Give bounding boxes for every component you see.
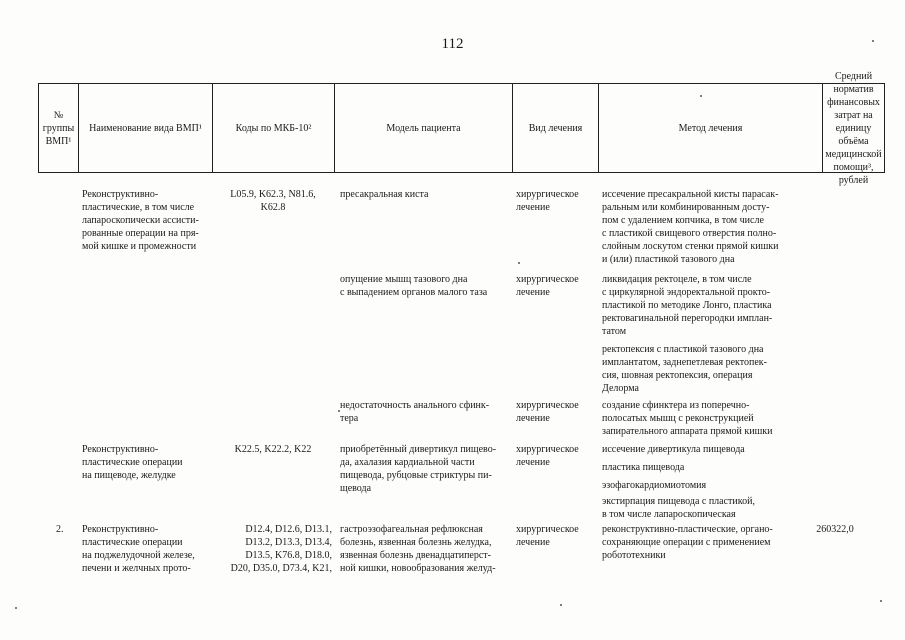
header-cost-norm: Средний норматив финансовых затрат на единицу объёма медицинской помощи³, рублей [823,84,885,172]
icd-codes-line: K62.8 [260,202,286,213]
treatment-type-line: хирургическое [516,524,579,535]
icd-codes-line: L05.9, K62.3, N81.6, [230,189,316,200]
vmp-name-line: рованные операции на пря- [82,228,199,239]
treatment-type-line: хирургическое [516,444,579,455]
vmp-name-line: печени и желчных прото- [82,563,191,574]
treatment-type-line: лечение [516,457,550,468]
table-body [0,182,905,640]
treatment-method-line: экстирпация пищевода с пластикой, [602,496,755,507]
vmp-name-line: пластические, в том числе [82,202,195,213]
treatment-method-line: имплантатом, заднепетлевая ректопек- [602,357,767,368]
scan-speck [880,600,882,602]
treatment-method-line: реконструктивно-пластические, органо- [602,524,773,535]
treatment-method-line: пластика пищевода [602,462,685,473]
treatment-method-line: Делорма [602,383,639,394]
vmp-name-line: на поджелудочной железе, [82,550,195,561]
vmp-name-line: пластические операции [82,537,183,548]
icd-codes-line: D20, D35.0, D73.4, K21, [230,563,332,574]
icd-codes-line: D13.2, D13.3, D13.4, [245,537,332,548]
scan-speck [15,607,17,609]
group-number: 2. [56,524,64,535]
treatment-method-line: татом [602,326,627,337]
treatment-method-line: и (или) пластикой тазового дна [602,254,735,265]
treatment-method-line: с циркулярной эндоректальной прокто- [602,287,771,298]
patient-model-line: опущение мышц тазового дна [340,274,468,285]
patient-model-line: недостаточность анального сфинк- [340,400,490,411]
patient-model-line: язвенная болезнь двенадцатиперст- [340,550,492,561]
treatment-method-line: пом с удалением копчика, в том числе [602,215,764,226]
header-icd-codes: Коды по МКБ-10² [213,84,335,172]
treatment-type-line: хирургическое [516,274,579,285]
scan-speck [338,410,340,412]
treatment-type-line: хирургическое [516,189,579,200]
scan-speck [872,40,874,42]
treatment-method-line: ликвидация ректоцеле, в том числе [602,274,752,285]
treatment-method-line: слойным лоскутом стенки прямой кишки [602,241,779,252]
patient-model-line: с выпадением органов малого таза [340,287,488,298]
treatment-method-line: с пластикой свищевого отверстия полно- [602,228,777,239]
treatment-method-line: ральным или комбинированным досту- [602,202,770,213]
treatment-method-line: ректопексия с пластикой тазового дна [602,344,764,355]
treatment-method-line: робототехники [602,550,666,561]
treatment-type-line: хирургическое [516,400,579,411]
vmp-name-line: Реконструктивно- [82,444,159,455]
patient-model-line: пресакральная киста [340,189,429,200]
treatment-type-line: лечение [516,413,550,424]
vmp-name-line: лапароскопически ассисти- [82,215,199,226]
patient-model-line: болезнь, язвенная болезнь желудка, [340,537,492,548]
scan-speck [700,95,702,97]
treatment-type-line: лечение [516,537,550,548]
patient-model-line: пищевода, рубцовые стриктуры пи- [340,470,492,481]
treatment-method-line: ректовагинальной перегородки имплан- [602,313,773,324]
treatment-type-line: лечение [516,287,550,298]
header-treatment-method: Метод лечения [599,84,823,172]
treatment-method-line: запирательного аппарата прямой кишки [602,426,773,437]
treatment-method-line: сохраняющие операции с применением [602,537,771,548]
header-treatment-type: Вид лечения [513,84,599,172]
icd-codes-line: D13.5, K76.8, D18.0, [245,550,332,561]
header-patient-model: Модель пациента [335,84,513,172]
treatment-method-line: создание сфинктера из поперечно- [602,400,750,411]
vmp-name-line: пластические операции [82,457,183,468]
treatment-method-line: в том числе лапароскопическая [602,509,736,520]
cost-value: 260322,0 [816,524,854,535]
patient-model-line: тера [340,413,359,424]
vmp-name-line: мой кишке и промежности [82,241,197,252]
icd-codes-line: D12.4, D12.6, D13.1, [245,524,332,535]
patient-model-line: гастроэзофагеальная рефлюксная [340,524,483,535]
treatment-method-line: эзофагокардиомиотомия [602,480,707,491]
patient-model-line: да, ахалазия кардиальной части [340,457,475,468]
page-number: 112 [441,36,464,52]
patient-model-line: щевода [340,483,372,494]
treatment-method-line: полосатых мышц с реконструкцией [602,413,754,424]
vmp-name-line: Реконструктивно- [82,189,159,200]
header-vmp-name: Наименование вида ВМП¹ [79,84,213,172]
vmp-name-line: на пищеводе, желудке [82,470,176,481]
treatment-type-line: лечение [516,202,550,213]
header-group-number: № группы ВМП¹ [39,84,79,172]
scan-speck [560,604,562,606]
patient-model-line: приобретённый дивертикул пищево- [340,444,497,455]
treatment-method-line: иссечение пресакральной кисты парасак- [602,189,779,200]
treatment-method-line: пластикой по методике Лонго, пластика [602,300,772,311]
treatment-method-line: сия, шовная ректопексия, операция [602,370,753,381]
patient-model-line: ной кишки, новообразования желуд- [340,563,496,574]
vmp-name-line: Реконструктивно- [82,524,159,535]
scan-speck [518,262,520,264]
treatment-method-line: иссечение дивертикула пищевода [602,444,745,455]
table-header [38,70,885,186]
icd-codes-line: K22.5, K22.2, K22 [234,444,312,455]
